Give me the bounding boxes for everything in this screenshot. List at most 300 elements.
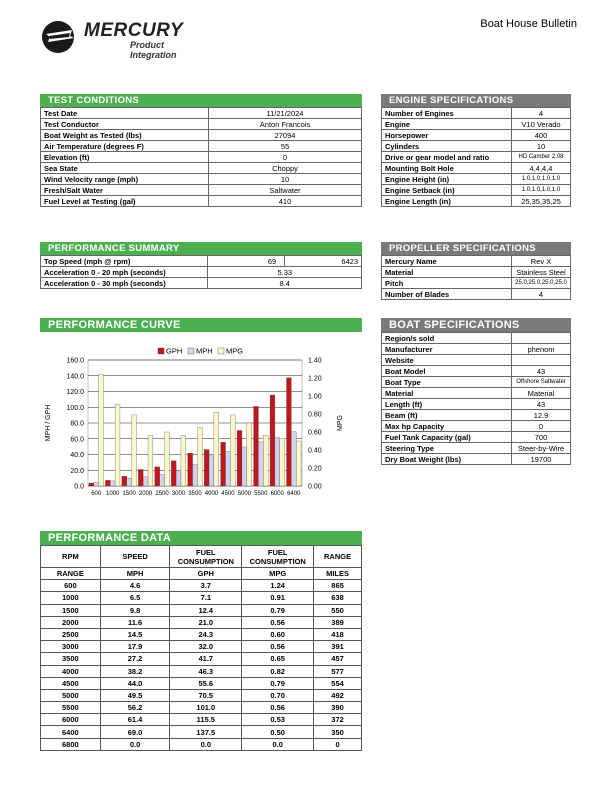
y-tick-label: 140.0 (66, 373, 84, 381)
legend-label-mpg: MPG (226, 346, 244, 356)
x-tick-label: 1000 (106, 491, 120, 497)
table-row (41, 604, 362, 616)
table-cell: 17.9 (100, 641, 170, 653)
table-row (382, 119, 571, 130)
row-value: 25,35,35,25 (512, 196, 571, 207)
row-value: 19700 (512, 454, 571, 465)
row-value: V10 Verado (512, 119, 571, 130)
table-cell: 390 (314, 702, 362, 714)
test-conditions-header: TEST CONDITIONS (40, 94, 362, 107)
row-value: 4 (512, 108, 571, 119)
table-cell: 1000 (41, 592, 101, 604)
table-row (41, 665, 362, 677)
legend-swatch-mph (188, 348, 194, 354)
row-label: Number of Engines (382, 108, 512, 119)
top-speed-label: Top Speed (mph @ rpm) (41, 256, 208, 267)
row-value (512, 355, 571, 366)
table-row (382, 443, 571, 454)
performance-summary-header: PERFORMANCE SUMMARY (40, 242, 362, 255)
table-header-row (41, 546, 362, 568)
y2-tick-label: 0.00 (308, 483, 322, 491)
bar-gph (105, 480, 110, 486)
col-header-fuel-mpg: FUEL CONSUMPTION (242, 546, 314, 568)
row-value: Offshore Saltwater (512, 377, 571, 388)
propeller-specs-table (381, 255, 571, 300)
table-row (41, 278, 362, 289)
bar-mph (258, 442, 263, 486)
row-label: Pitch (382, 278, 512, 289)
y2-tick-label: 0.80 (308, 411, 322, 419)
row-value: 0 (512, 421, 571, 432)
row-value: 1.0,1.0,1.0,1.0 (512, 185, 571, 196)
bar-mpg (214, 412, 219, 486)
table-cell: 6800 (41, 738, 101, 750)
table-cell: 0.65 (242, 653, 314, 665)
table-cell: 0.0 (100, 738, 170, 750)
table-cell: 137.5 (170, 726, 242, 738)
top-speed-rpm: 6423 (285, 256, 362, 267)
y2-tick-label: 0.20 (308, 465, 322, 473)
bar-gph (122, 476, 127, 486)
bar-mph (193, 465, 198, 486)
table-row (41, 616, 362, 628)
table-row (382, 333, 571, 344)
bar-mpg (263, 436, 268, 486)
bar-gph (138, 469, 143, 486)
bar-mph (242, 447, 247, 486)
row-label: Boat Type (382, 377, 512, 388)
legend-swatch-mpg (218, 348, 224, 354)
row-value: HD Camber 2.08 (512, 152, 571, 163)
table-cell: 7.1 (170, 592, 242, 604)
table-row (382, 256, 571, 267)
bar-gph (89, 483, 94, 486)
row-label: Dry Boat Weight (lbs) (382, 454, 512, 465)
row-value (512, 333, 571, 344)
boat-specs-table (381, 332, 571, 465)
table-cell: 69.0 (100, 726, 170, 738)
bar-gph (237, 430, 242, 486)
table-cell: 0.56 (242, 616, 314, 628)
bar-mpg (148, 436, 153, 486)
table-row (41, 689, 362, 701)
y-axis-label: MPH / GPH (45, 404, 52, 442)
table-row (41, 196, 362, 207)
row-label: Cylinders (382, 141, 512, 152)
table-cell: 600 (41, 580, 101, 592)
bar-mph (275, 438, 280, 486)
x-tick-label: 5000 (237, 491, 252, 497)
row-label: Engine Height (in) (382, 174, 512, 185)
table-row (382, 108, 571, 119)
x-tick-label: 6000 (270, 491, 284, 497)
table-row (382, 130, 571, 141)
table-row (41, 163, 362, 174)
table-row (41, 119, 362, 130)
table-cell: 0.82 (242, 665, 314, 677)
row-label: Number of Blades (382, 289, 512, 300)
performance-summary-table (40, 255, 362, 289)
table-cell: 41.7 (170, 653, 242, 665)
row-value: 700 (512, 432, 571, 443)
table-cell: 638 (314, 592, 362, 604)
table-cell: 350 (314, 726, 362, 738)
row-value: 43 (512, 399, 571, 410)
table-cell: 0.79 (242, 677, 314, 689)
table-cell: 101.0 (170, 702, 242, 714)
row-value: 11/21/2024 (209, 108, 362, 119)
table-row (382, 366, 571, 377)
col-header-fuel-gph: FUEL CONSUMPTION (170, 546, 242, 568)
row-value: Stainless Steel (512, 267, 571, 278)
accel-20-value: 5.33 (208, 267, 362, 278)
bar-mph (160, 475, 165, 486)
row-label: Material (382, 388, 512, 399)
table-cell: 21.0 (170, 616, 242, 628)
table-row (382, 278, 571, 289)
bar-gph (221, 442, 226, 486)
bar-gph (254, 406, 259, 486)
top-speed-mph: 69 (208, 256, 285, 267)
table-cell: 11.6 (100, 616, 170, 628)
y-tick-label: 80.0 (70, 420, 84, 428)
table-cell: 5500 (41, 702, 101, 714)
mercury-logo (40, 20, 184, 60)
table-cell: 46.3 (170, 665, 242, 677)
performance-data-table (40, 545, 362, 751)
bar-mpg (132, 415, 137, 486)
table-cell: 0.53 (242, 714, 314, 726)
row-value: Choppy (209, 163, 362, 174)
bar-mpg (181, 436, 186, 486)
bar-mpg (230, 415, 235, 486)
table-row (41, 108, 362, 119)
row-value: Steer-by-Wire (512, 443, 571, 454)
row-label: Engine Setback (in) (382, 185, 512, 196)
logo-brand: MERCURY (84, 20, 184, 41)
row-label: Manufacturer (382, 344, 512, 355)
performance-chart (40, 342, 360, 502)
col-header-speed: SPEED (100, 546, 170, 568)
row-label: Air Temperature (degrees F) (41, 141, 209, 152)
table-cell: 0.50 (242, 726, 314, 738)
table-cell: 0.0 (170, 738, 242, 750)
table-row (41, 653, 362, 665)
table-cell: 5000 (41, 689, 101, 701)
table-row (382, 267, 571, 278)
table-cell: 12.4 (170, 604, 242, 616)
table-cell: 2500 (41, 628, 101, 640)
unit-gph: GPH (170, 568, 242, 580)
x-tick-label: 2000 (138, 491, 153, 497)
table-cell: 14.5 (100, 628, 170, 640)
row-label: Boat Weight as Tested (lbs) (41, 130, 209, 141)
row-value: 27094 (209, 130, 362, 141)
bar-mph (110, 481, 115, 486)
row-label: Steering Type (382, 443, 512, 454)
row-label: Engine Length (in) (382, 196, 512, 207)
row-value: 10 (209, 174, 362, 185)
table-row (41, 592, 362, 604)
table-cell: 0.79 (242, 604, 314, 616)
table-cell: 27.2 (100, 653, 170, 665)
table-row (382, 421, 571, 432)
table-row (41, 267, 362, 278)
row-label: Wind Velocity range (mph) (41, 174, 209, 185)
table-row (41, 130, 362, 141)
table-cell: 457 (314, 653, 362, 665)
table-cell: 2000 (41, 616, 101, 628)
row-label: Fuel Tank Capacity (gal) (382, 432, 512, 443)
row-label: Mercury Name (382, 256, 512, 267)
accel-30-label: Acceleration 0 - 30 mph (seconds) (41, 278, 208, 289)
table-row (382, 399, 571, 410)
table-cell: 6000 (41, 714, 101, 726)
row-value: 410 (209, 196, 362, 207)
row-label: Material (382, 267, 512, 278)
row-value: 25.0,25.0,25.0,25.0 (512, 278, 571, 289)
bar-mpg (164, 432, 169, 486)
row-label: Length (ft) (382, 399, 512, 410)
table-row (382, 355, 571, 366)
test-conditions-table (40, 107, 362, 207)
unit-rpm: RANGE (41, 568, 101, 580)
legend-swatch-gph (158, 348, 164, 354)
x-tick-label: 4500 (221, 491, 235, 497)
table-row (382, 410, 571, 421)
table-cell: 55.6 (170, 677, 242, 689)
table-cell: 4000 (41, 665, 101, 677)
table-cell: 61.4 (100, 714, 170, 726)
table-cell: 4500 (41, 677, 101, 689)
table-cell: 70.5 (170, 689, 242, 701)
table-cell: 38.2 (100, 665, 170, 677)
table-cell: 0 (314, 738, 362, 750)
bar-mpg (197, 428, 202, 487)
row-label: Engine (382, 119, 512, 130)
row-value: Material (512, 388, 571, 399)
accel-30-value: 8.4 (208, 278, 362, 289)
table-row (382, 185, 571, 196)
y2-tick-label: 1.00 (308, 393, 322, 401)
unit-mph: MPH (100, 568, 170, 580)
legend-label-mph: MPH (196, 346, 213, 356)
table-cell: 0.56 (242, 702, 314, 714)
table-cell: 550 (314, 604, 362, 616)
table-cell: 418 (314, 628, 362, 640)
row-label: Test Conductor (41, 119, 209, 130)
table-row (41, 702, 362, 714)
table-row (382, 432, 571, 443)
mercury-emblem-icon (40, 20, 80, 54)
table-cell: 0.91 (242, 592, 314, 604)
bar-mph (291, 432, 296, 486)
row-value: 0 (209, 152, 362, 163)
bar-mph (226, 451, 231, 486)
y-tick-label: 0.0 (74, 483, 84, 491)
table-row (382, 377, 571, 388)
bulletin-title: Boat House Bulletin (480, 18, 577, 30)
y-tick-label: 160.0 (66, 357, 84, 365)
table-row (382, 141, 571, 152)
table-cell: 3.7 (170, 580, 242, 592)
row-label: Fresh/Salt Water (41, 185, 209, 196)
row-label: Max hp Capacity (382, 421, 512, 432)
table-row (382, 388, 571, 399)
row-value: 10 (512, 141, 571, 152)
table-row (41, 738, 362, 750)
x-tick-label: 6400 (287, 491, 301, 497)
x-tick-label: 2500 (155, 491, 169, 497)
row-value: 4 (512, 289, 571, 300)
row-label: Beam (ft) (382, 410, 512, 421)
bar-mpg (247, 423, 252, 486)
row-label: Sea State (41, 163, 209, 174)
table-cell: 44.0 (100, 677, 170, 689)
row-value: 55 (209, 141, 362, 152)
bar-gph (204, 450, 209, 486)
table-cell: 372 (314, 714, 362, 726)
table-row (41, 641, 362, 653)
boat-specs-header: BOAT SPECIFICATIONS (381, 318, 571, 332)
table-cell: 115.5 (170, 714, 242, 726)
table-row (41, 185, 362, 196)
bar-mph (209, 456, 214, 486)
table-cell: 56.2 (100, 702, 170, 714)
row-value: Rev X (512, 256, 571, 267)
table-cell: 6.5 (100, 592, 170, 604)
table-cell: 554 (314, 677, 362, 689)
table-cell: 32.0 (170, 641, 242, 653)
bar-mph (127, 478, 132, 486)
row-value: 43 (512, 366, 571, 377)
row-label: Horsepower (382, 130, 512, 141)
table-header-row (41, 568, 362, 580)
row-label: Boat Model (382, 366, 512, 377)
y-tick-label: 40.0 (70, 452, 84, 459)
table-cell: 3000 (41, 641, 101, 653)
row-value: 12.9 (512, 410, 571, 421)
bar-gph (155, 467, 160, 486)
bar-gph (287, 378, 292, 486)
performance-curve-header: PERFORMANCE CURVE (40, 318, 362, 332)
unit-miles: MILES (314, 568, 362, 580)
bar-mpg (296, 441, 301, 486)
bar-gph (270, 395, 275, 486)
x-tick-label: 3500 (188, 491, 202, 497)
y-tick-label: 60.0 (70, 436, 84, 444)
x-tick-label: 1500 (122, 491, 136, 497)
table-cell: 492 (314, 689, 362, 701)
x-tick-label: 5500 (254, 491, 268, 497)
row-label: Website (382, 355, 512, 366)
y2-tick-label: 0.60 (308, 429, 322, 437)
unit-mpg: MPG (242, 568, 314, 580)
table-row (382, 174, 571, 185)
x-tick-label: 3000 (171, 491, 186, 497)
row-label: Mounting Bolt Hole (382, 163, 512, 174)
bar-mpg (99, 374, 104, 486)
table-row (382, 454, 571, 465)
row-label: Elevation (ft) (41, 152, 209, 163)
table-cell: 577 (314, 665, 362, 677)
y-tick-label: 20.0 (70, 467, 84, 475)
table-row (41, 580, 362, 592)
row-value: phenom (512, 344, 571, 355)
row-label: Test Date (41, 108, 209, 119)
y-tick-label: 100.0 (66, 404, 84, 412)
table-row (41, 677, 362, 689)
row-label: Drive or gear model and ratio (382, 152, 512, 163)
bar-gph (171, 461, 176, 486)
table-row (41, 141, 362, 152)
table-row (41, 714, 362, 726)
table-cell: 49.5 (100, 689, 170, 701)
row-label: Fuel Level at Testing (gal) (41, 196, 209, 207)
col-header-range: RANGE (314, 546, 362, 568)
table-cell: 4.6 (100, 580, 170, 592)
table-row (382, 344, 571, 355)
table-cell: 0.56 (242, 641, 314, 653)
table-cell: 1.24 (242, 580, 314, 592)
table-cell: 389 (314, 616, 362, 628)
row-value: 4,4,4,4 (512, 163, 571, 174)
table-cell: 865 (314, 580, 362, 592)
table-cell: 1500 (41, 604, 101, 616)
col-header-rpm: RPM (41, 546, 101, 568)
y2-axis-label: MPG (337, 415, 344, 431)
table-cell: 0.0 (242, 738, 314, 750)
bar-mph (176, 472, 181, 486)
table-row (41, 628, 362, 640)
row-label: Region/s sold (382, 333, 512, 344)
bar-mpg (280, 438, 285, 486)
table-row (382, 163, 571, 174)
table-cell: 0.60 (242, 628, 314, 640)
propeller-specs-header: PROPELLER SPECIFICATIONS (381, 242, 571, 255)
row-value: Saltwater (209, 185, 362, 196)
engine-specs-header: ENGINE SPECIFICATIONS (381, 94, 571, 107)
row-value: Anton Francois (209, 119, 362, 130)
x-tick-label: 600 (91, 491, 102, 497)
table-row (382, 152, 571, 163)
bar-mph (94, 482, 99, 486)
legend-label-gph: GPH (166, 346, 183, 356)
engine-specs-table (381, 107, 571, 207)
x-tick-label: 4000 (204, 491, 219, 497)
performance-data-header: PERFORMANCE DATA (40, 531, 362, 545)
table-row (41, 174, 362, 185)
table-row (41, 726, 362, 738)
row-value: 1.0,1.0,1.0,1.0 (512, 174, 571, 185)
table-cell: 0.70 (242, 689, 314, 701)
logo-tagline: Product Integration (130, 40, 177, 60)
table-cell: 391 (314, 641, 362, 653)
table-row (41, 152, 362, 163)
table-cell: 6400 (41, 726, 101, 738)
table-row (382, 196, 571, 207)
table-cell: 3500 (41, 653, 101, 665)
y2-tick-label: 1.40 (308, 357, 322, 365)
accel-20-label: Acceleration 0 - 20 mph (seconds) (41, 267, 208, 278)
table-cell: 9.8 (100, 604, 170, 616)
y2-tick-label: 1.20 (308, 375, 322, 383)
table-row (41, 256, 362, 267)
bar-mph (143, 477, 148, 486)
bar-gph (188, 453, 193, 486)
y-tick-label: 120.0 (66, 389, 84, 396)
bar-mpg (115, 404, 120, 486)
